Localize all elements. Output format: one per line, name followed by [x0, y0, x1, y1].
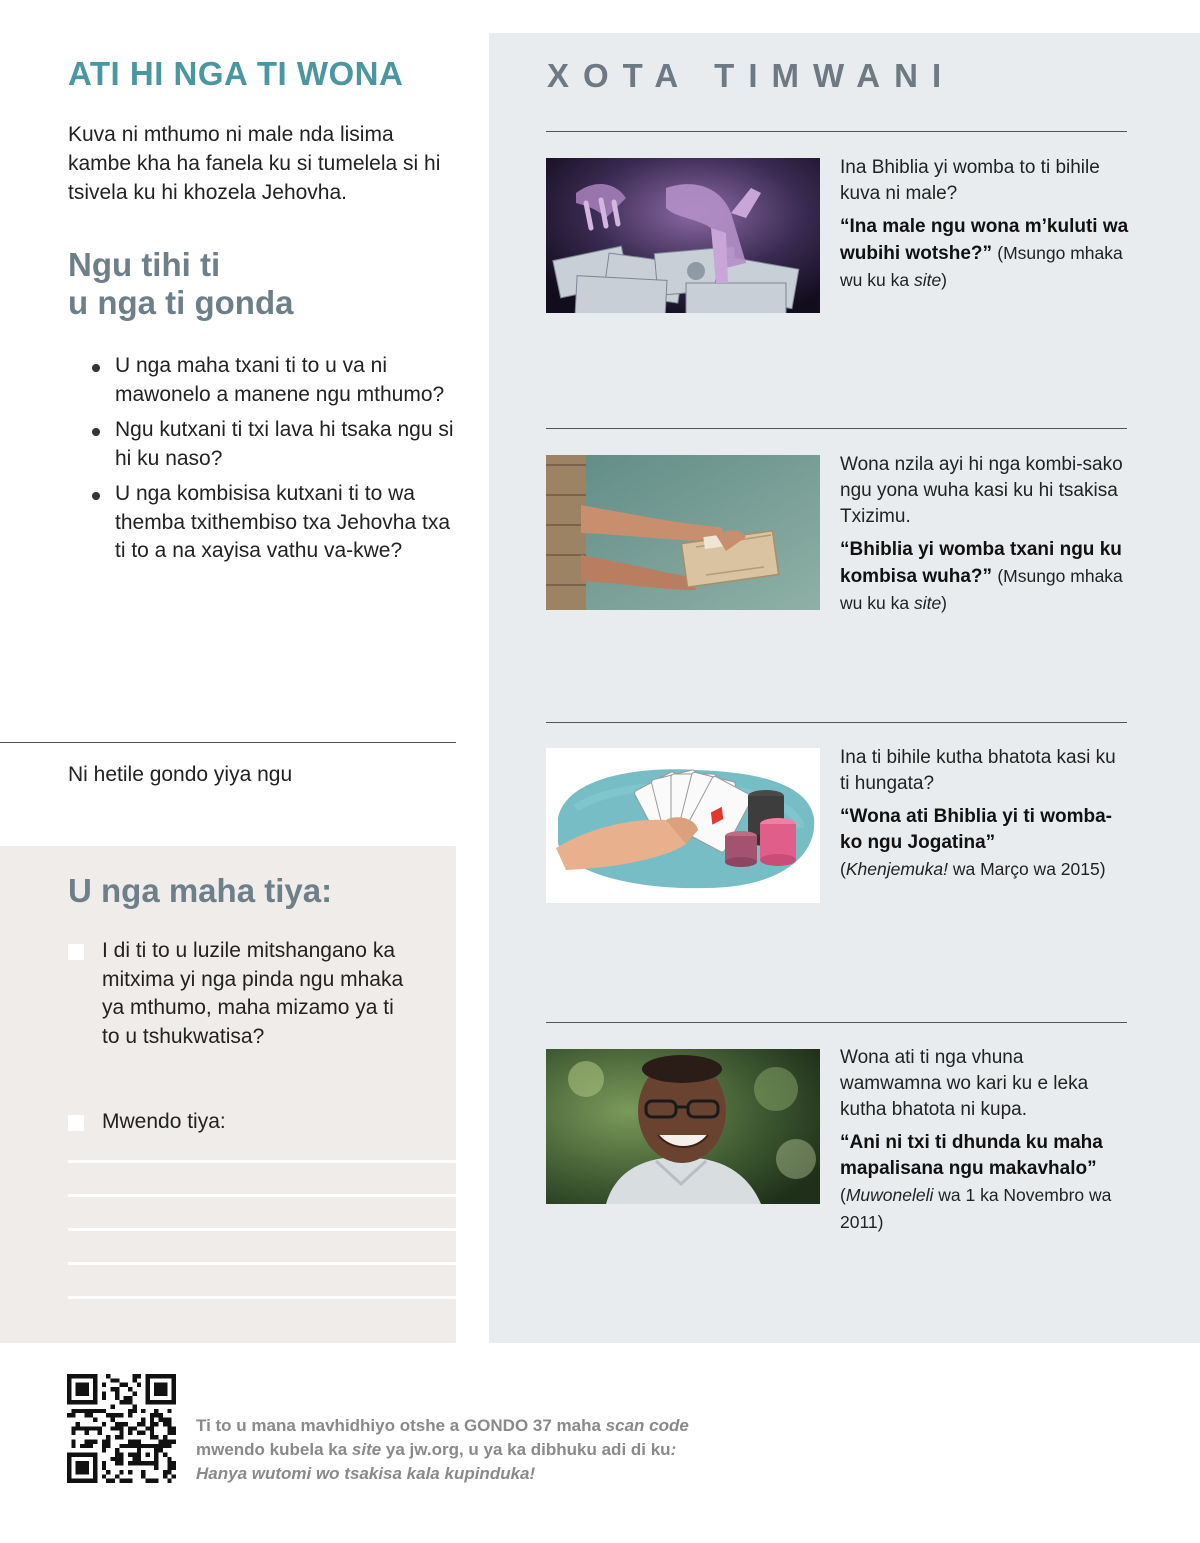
item-source	[840, 859, 1106, 879]
checkbox[interactable]	[68, 944, 84, 960]
review-item	[92, 416, 458, 473]
summary-text: Kuva ni mthumo ni male nda lisima kambe kha ha fanela ku si tumelela si hi tsivela ku hi khozela Jehovha.	[68, 123, 441, 204]
left-column	[0, 0, 456, 1543]
item-title-text[interactable]: “Bhiblia yi womba txani ngu ku kombisa wuha?”	[840, 539, 1122, 587]
write-line[interactable]	[68, 1296, 456, 1299]
giving-package-image	[546, 455, 820, 610]
explore-item-text	[840, 452, 1130, 617]
review-heading	[68, 246, 448, 322]
source-prefix: (Msungo mhaka wu ku ka	[840, 243, 1123, 290]
review-item	[92, 480, 458, 566]
try-item	[68, 937, 438, 1051]
write-line[interactable]	[68, 1228, 456, 1231]
smiling-man-image	[546, 1049, 820, 1204]
playing-cards-chips-image	[546, 748, 820, 903]
source-prefix: (Msungo mhaka wu ku ka	[840, 566, 1123, 613]
divider	[546, 722, 1127, 723]
write-line[interactable]	[68, 1194, 456, 1197]
write-line[interactable]	[68, 1160, 456, 1163]
review-heading-line1: Ngu tihi ti	[68, 246, 221, 283]
bullet-icon	[92, 492, 100, 500]
item-question: Wona nzila ayi hi nga kombi-sako ngu yona wuha kasi ku hi tsakisa Txizimu.	[840, 454, 1123, 527]
try-item-text: I di ti to u luzile mitshangano ka mitxima yi nga pinda ngu mhaka ya mthumo, maha mizamo ya ti to u tshukwatisa?	[102, 939, 404, 1048]
review-list	[92, 352, 458, 573]
footer-text-part: Ti to u mana mavhidhiyo otshe a GONDO 37 maha	[196, 1416, 606, 1435]
review-heading-line2: u nga ti gonda	[68, 284, 294, 321]
try-heading: U nga maha tiya:	[68, 872, 333, 909]
item-title-text[interactable]: “Ina male ngu wona m’kuluti wa wubihi wotshe?”	[840, 216, 1129, 264]
source-suffix: )	[941, 593, 947, 613]
completion-note-label: Ni hetile gondo yiya ngu	[68, 763, 293, 786]
qr-code-icon[interactable]	[67, 1374, 176, 1483]
item-question: Ina ti bihile kutha bhatota kasi ku ti hungata?	[840, 747, 1116, 794]
item-question: Wona ati ti nga vhuna wamwamna wo kari ku e leka kutha bhatota ni kupa.	[840, 1047, 1089, 1120]
divider	[0, 742, 456, 743]
explore-item-text	[840, 745, 1130, 883]
item-title[interactable]	[840, 537, 1130, 617]
footer-text-part: ya jw.org, u ya ka dibhuku adi di ku	[381, 1440, 671, 1459]
bullet-icon	[92, 364, 100, 372]
try-item-text: Mwendo tiya:	[102, 1110, 226, 1133]
review-item	[92, 352, 458, 409]
source-italic: site	[913, 270, 942, 290]
item-title-text[interactable]: “Ani ni txi ti dhunda ku maha mapalisana ngu makavhalo”	[840, 1132, 1103, 1179]
item-source	[840, 1185, 1111, 1232]
divider	[546, 131, 1127, 132]
footer-text-italic: : Hanya wutomi wo tsakisa kala kupinduka!	[196, 1440, 677, 1483]
review-item-text: Ngu kutxani ti txi lava hi tsaka ngu si hi ku naso?	[115, 418, 454, 470]
item-title[interactable]	[840, 214, 1130, 294]
footer-text-italic: scan code	[605, 1416, 689, 1435]
footer-text-italic: site	[351, 1440, 382, 1459]
source-suffix: wa Março wa 2015)	[947, 859, 1106, 879]
footer-text-part: mwendo kubela ka	[196, 1440, 352, 1459]
source-italic: site	[913, 593, 942, 613]
footer-text	[196, 1414, 696, 1486]
source-prefix: (	[840, 859, 846, 879]
summary-heading: ATI HI NGA TI WONA	[68, 55, 404, 92]
try-item	[68, 1108, 438, 1137]
explore-item-text	[840, 155, 1130, 294]
review-item-text: U nga kombisisa kutxani ti to wa themba txithembiso txa Jehovha txa ti to a na xayisa vathu va-kwe?	[115, 482, 451, 562]
source-suffix: wa 1 ka Novembro wa 2011)	[840, 1185, 1112, 1232]
item-title-text[interactable]: “Wona ati Bhiblia yi ti womba-ko ngu Jogatina”	[840, 806, 1113, 853]
item-question: Ina Bhiblia yi womba to ti bihile kuva ni male?	[840, 157, 1100, 204]
source-prefix: (	[840, 1185, 846, 1205]
source-suffix: )	[941, 270, 947, 290]
divider	[546, 428, 1127, 429]
divider	[546, 1022, 1127, 1023]
write-line[interactable]	[68, 1262, 456, 1265]
checkbox[interactable]	[68, 1115, 84, 1131]
explore-item-text	[840, 1045, 1130, 1236]
review-item-text: U nga maha txani ti to u va ni mawonelo a manene ngu mthumo?	[115, 354, 445, 406]
item-title[interactable]	[840, 804, 1130, 883]
money-hands-image	[546, 158, 820, 313]
try-box	[0, 846, 456, 1343]
bullet-icon	[92, 428, 100, 436]
explore-panel	[489, 33, 1200, 1343]
item-title[interactable]	[840, 1130, 1130, 1236]
source-italic: Muwoneleli	[845, 1185, 934, 1205]
source-italic: Khenjemuka!	[845, 859, 948, 879]
explore-heading: XOTA TIMWANI	[547, 57, 956, 94]
